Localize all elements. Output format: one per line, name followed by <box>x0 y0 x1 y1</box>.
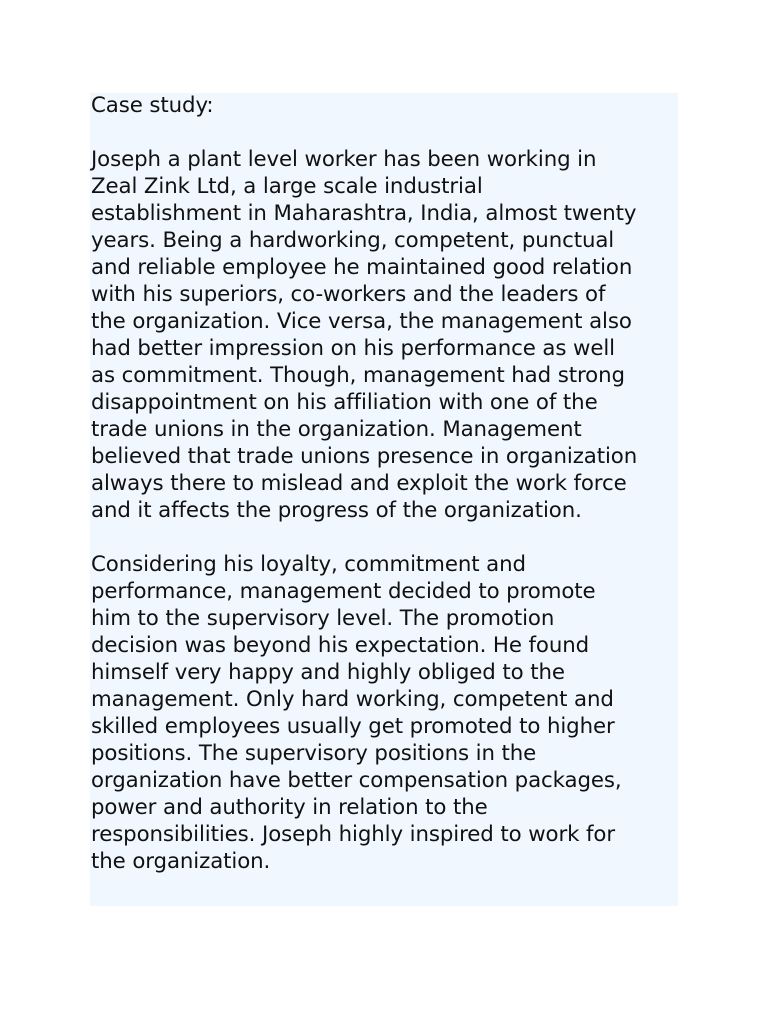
text-line: years. Being a hardworking, competent, punctual <box>91 228 615 253</box>
paragraph-1 <box>91 146 681 524</box>
paragraph-2 <box>91 551 681 875</box>
paragraph-spacer <box>91 524 681 551</box>
text-line: positions. The supervisory positions in the <box>91 741 537 766</box>
text-line: establishment in Maharashtra, India, almost twenty <box>91 201 637 226</box>
text-line: skilled employees usually get promoted to higher <box>91 714 615 739</box>
text-line: always there to mislead and exploit the work force <box>91 471 627 496</box>
text-line: decision was beyond his expectation. He found <box>91 633 590 658</box>
paragraph-spacer <box>91 119 681 146</box>
text-line: disappointment on his affiliation with one of the <box>91 390 598 415</box>
text-line: and reliable employee he maintained good relation <box>91 255 633 280</box>
text-line: as commitment. Though, management had strong <box>91 363 625 388</box>
text-line: Zeal Zink Ltd, a large scale industrial <box>91 174 483 199</box>
text-line: performance, management decided to promote <box>91 579 596 604</box>
text-line: management. Only hard working, competent and <box>91 687 614 712</box>
text-line: the organization. Vice versa, the management also <box>91 309 632 334</box>
text-line: Joseph a plant level worker has been working in <box>91 147 597 172</box>
text-line: organization have better compensation packages, <box>91 768 622 793</box>
text-line: had better impression on his performance as well <box>91 336 615 361</box>
case-study-heading: Case study: <box>91 93 214 118</box>
document-body <box>91 92 681 875</box>
text-line: with his superiors, co-workers and the leaders of <box>91 282 606 307</box>
text-line: power and authority in relation to the <box>91 795 488 820</box>
text-line: him to the supervisory level. The promotion <box>91 606 555 631</box>
text-line: himself very happy and highly obliged to the <box>91 660 565 685</box>
text-line: responsibilities. Joseph highly inspired to work for <box>91 822 615 847</box>
text-line: the organization. <box>91 849 271 874</box>
text-line: Considering his loyalty, commitment and <box>91 552 526 577</box>
text-line: and it affects the progress of the organization. <box>91 498 582 523</box>
text-line: trade unions in the organization. Management <box>91 417 582 442</box>
text-line: believed that trade unions presence in organization <box>91 444 638 469</box>
